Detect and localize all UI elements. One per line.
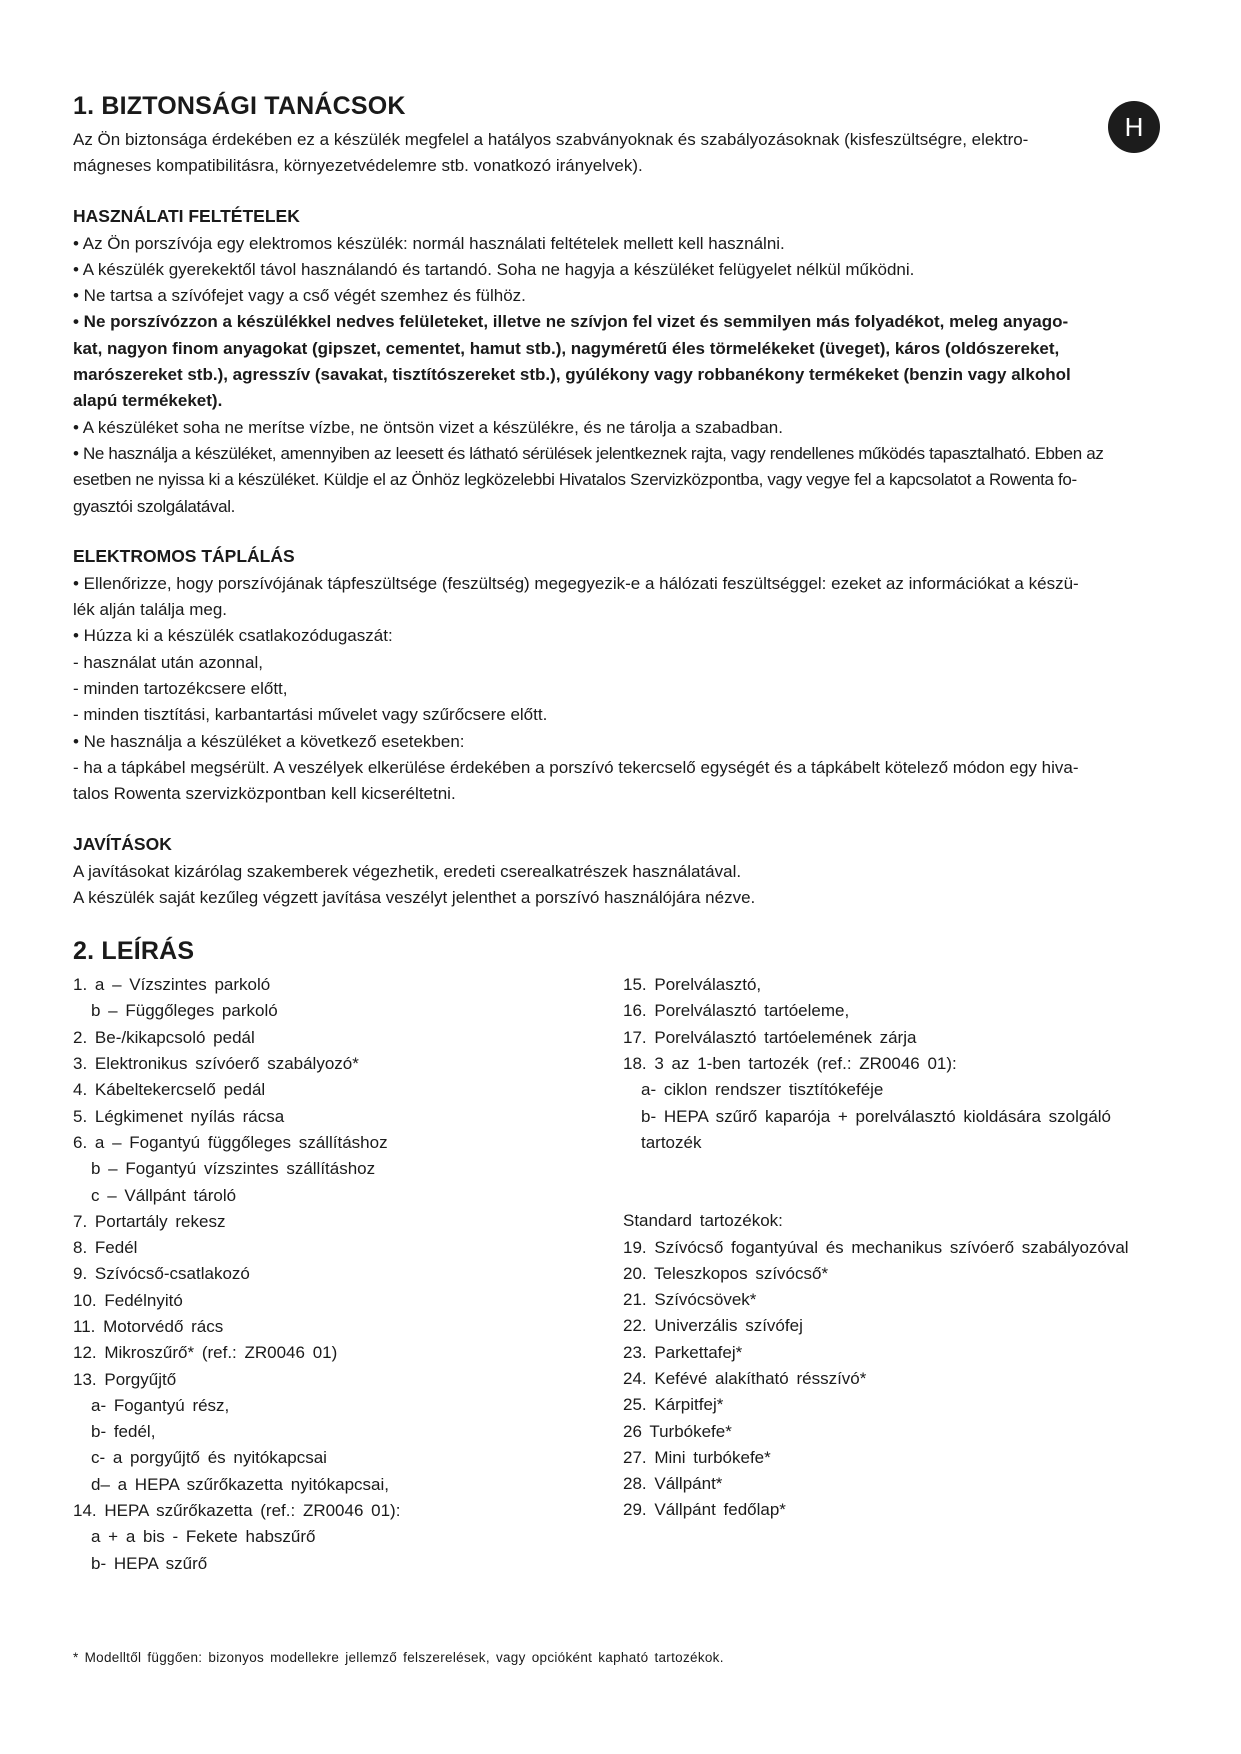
power-supply-heading: ELEKTROMOS TÁPLÁLÁS [73, 545, 295, 566]
language-badge-h: H [1108, 101, 1160, 153]
part-item: 15. Porelválasztó, [623, 975, 762, 995]
usage-warning-line: marószereket stb.), agresszív (savakat, tisztítószereket stb.), gyúlékony vagy robbanékony termékeket (benzin vagy alkohol [73, 365, 1071, 385]
usage-warning-line: alapú termékeket). [73, 391, 223, 411]
part-item: 1. a – Vízszintes parkoló [73, 975, 271, 995]
part-item: 8. Fedél [73, 1238, 138, 1258]
usage-line: • Ne tartsa a szívófejet vagy a cső végét szemhez és fülhöz. [73, 286, 526, 306]
document-page [73, 92, 1173, 1577]
repairs-heading: JAVÍTÁSOK [73, 833, 172, 854]
usage-line: gyasztói szolgálatával. [73, 496, 236, 516]
part-item: 12. Mikroszűrő* (ref.: ZR0046 01) [73, 1343, 338, 1363]
description-right-list [623, 972, 1173, 1577]
usage-conditions-heading: HASZNÁLATI FELTÉTELEK [73, 205, 300, 226]
power-line: talos Rowenta szervizközpontban kell kicseréltetni. [73, 784, 456, 804]
part-subitem: a- ciklon rendszer tisztítókeféje [641, 1080, 884, 1100]
repairs-list [73, 859, 1173, 912]
list-spacer [623, 1156, 1173, 1208]
power-line: • Ellenőrizze, hogy porszívójának tápfeszültsége (feszültség) megegyezik-e a hálózati feszültséggel: ezeket az információkat a készü- [73, 573, 1079, 593]
usage-line: • A készüléket soha ne merítse vízbe, ne öntsön vizet a készülékre, és ne tárolja a szabadban. [73, 417, 783, 437]
description-left-list [73, 972, 623, 1577]
usage-warning-line: kat, nagyon finom anyagokat (gipszet, cementet, hamut stb.), nagyméretű éles törmelékeket (üveget), káros (oldószereket, [73, 338, 1060, 358]
accessory-item: 23. Parkettafej* [623, 1342, 743, 1362]
usage-warning-line: • Ne porszívózzon a készülékkel nedves felületeket, illetve ne szívjon fel vizet és semmilyen más folyadékot, meleg anyago- [73, 312, 1069, 332]
part-subitem: d– a HEPA szűrőkazetta nyitókapcsai, [91, 1474, 390, 1494]
safety-section [73, 92, 1173, 180]
part-subitem: b – Függőleges parkoló [91, 1001, 278, 1021]
standard-accessories-heading: Standard tartozékok: [623, 1211, 783, 1231]
safety-title: 1. BIZTONSÁGI TANÁCSOK [73, 92, 406, 120]
part-item: 9. Szívócső-csatlakozó [73, 1264, 250, 1284]
part-subitem: tartozék [641, 1132, 702, 1152]
accessory-item: 26 Turbókefe* [623, 1421, 732, 1441]
footnote: * Modelltől függően: bizonyos modellekre jellemző felszerelések, vagy opcióként kapható tartozékok. [73, 1650, 724, 1665]
power-line: - ha a tápkábel megsérült. A veszélyek elkerülése érdekében a porszívó tekercselő egységét és a tápkábelt kötelező módon egy hiva- [73, 757, 1079, 777]
part-subitem: a + a bis - Fekete habszűrő [91, 1527, 316, 1547]
accessory-item: 29. Vállpánt fedőlap* [623, 1500, 786, 1520]
repair-line: A készülék saját kezűleg végzett javítása veszélyt jelenthet a porszívó használójára nézve. [73, 887, 756, 907]
power-supply-section [73, 546, 1173, 808]
part-item: 5. Légkimenet nyílás rácsa [73, 1106, 285, 1126]
safety-intro-line: mágneses kompatibilitásra, környezetvédelemre stb. vonatkozó irányelvek). [73, 156, 643, 176]
accessory-item: 25. Kárpitfej* [623, 1395, 724, 1415]
accessory-item: 24. Kefévé alakítható résszívó* [623, 1368, 867, 1388]
accessory-item: 20. Teleszkopos szívócső* [623, 1263, 829, 1283]
part-item: 13. Porgyűjtő [73, 1369, 177, 1389]
accessory-item: 22. Univerzális szívófej [623, 1316, 803, 1336]
usage-line: • Az Ön porszívója egy elektromos készülék: normál használati feltételek mellett kell használni. [73, 233, 785, 253]
part-item: 11. Motorvédő rács [73, 1316, 224, 1336]
power-line: • Húzza ki a készülék csatlakozódugaszát: [73, 626, 393, 646]
power-line: lék alján találja meg. [73, 600, 228, 620]
part-item: 7. Portartály rekesz [73, 1211, 226, 1231]
accessory-item: 21. Szívócsövek* [623, 1290, 757, 1310]
part-subitem: b- fedél, [91, 1422, 156, 1442]
part-subitem: c- a porgyűjtő és nyitókapcsai [91, 1448, 327, 1468]
part-subitem: b- HEPA szűrő [91, 1553, 208, 1573]
power-line: - minden tisztítási, karbantartási művelet vagy szűrőcsere előtt. [73, 705, 548, 725]
repairs-section [73, 834, 1173, 912]
part-item: 4. Kábeltekercselő pedál [73, 1080, 266, 1100]
part-item: 17. Porelválasztó tartóelemének zárja [623, 1027, 917, 1047]
power-line: - használat után azonnal, [73, 652, 263, 672]
power-line: - minden tartozékcsere előtt, [73, 679, 288, 699]
description-section [73, 937, 1173, 1577]
part-subitem: b- HEPA szűrő kaparója + porelválasztó kioldására szolgáló [641, 1106, 1112, 1126]
part-item: 6. a – Fogantyú függőleges szállításhoz [73, 1132, 388, 1152]
power-line: • Ne használja a készüléket a következő esetekben: [73, 731, 465, 751]
accessory-item: 28. Vállpánt* [623, 1474, 723, 1494]
part-subitem: c – Vállpánt tároló [91, 1185, 237, 1205]
description-columns [73, 972, 1173, 1577]
usage-line: • A készülék gyerekektől távol használandó és tartandó. Soha ne hagyja a készüléket felügyelet nélkül működni. [73, 259, 915, 279]
usage-line: esetben ne nyissa ki a készüléket. Küldje el az Önhöz legközelebbi Hivatalos Szervizközpontba, vagy vegye fel a kapcsolatot a Rowenta fo- [73, 470, 1077, 490]
part-item: 16. Porelválasztó tartóeleme, [623, 1001, 850, 1021]
usage-line: • Ne használja a készüléket, amennyiben az leesett és látható sérülések jelentkeznek rajta, vagy rendellenes működés tapasztalható. Ebben az [73, 443, 1104, 463]
part-item: 10. Fedélnyitó [73, 1290, 183, 1310]
part-item: 18. 3 az 1-ben tartozék (ref.: ZR0046 01): [623, 1054, 957, 1074]
usage-conditions-section [73, 206, 1173, 520]
part-item: 3. Elektronikus szívóerő szabályozó* [73, 1054, 359, 1074]
repair-line: A javításokat kizárólag szakemberek végezhetik, eredeti cserealkatrészek használatával. [73, 861, 742, 881]
accessory-item: 27. Mini turbókefe* [623, 1447, 771, 1467]
part-item: 2. Be-/kikapcsoló pedál [73, 1027, 255, 1047]
usage-conditions-list [73, 231, 1173, 520]
description-title: 2. LEÍRÁS [73, 937, 195, 966]
part-subitem: a- Fogantyú rész, [91, 1395, 230, 1415]
accessory-item: 19. Szívócső fogantyúval és mechanikus szívóerő szabályozóval [623, 1237, 1129, 1257]
safety-intro-line: Az Ön biztonsága érdekében ez a készülék megfelel a hatályos szabványoknak és szabályozásoknak (kisfeszültségre, elektro- [73, 130, 1029, 149]
power-supply-list [73, 571, 1173, 808]
part-subitem: b – Fogantyú vízszintes szállításhoz [91, 1159, 376, 1179]
part-item: 14. HEPA szűrőkazetta (ref.: ZR0046 01): [73, 1501, 401, 1521]
